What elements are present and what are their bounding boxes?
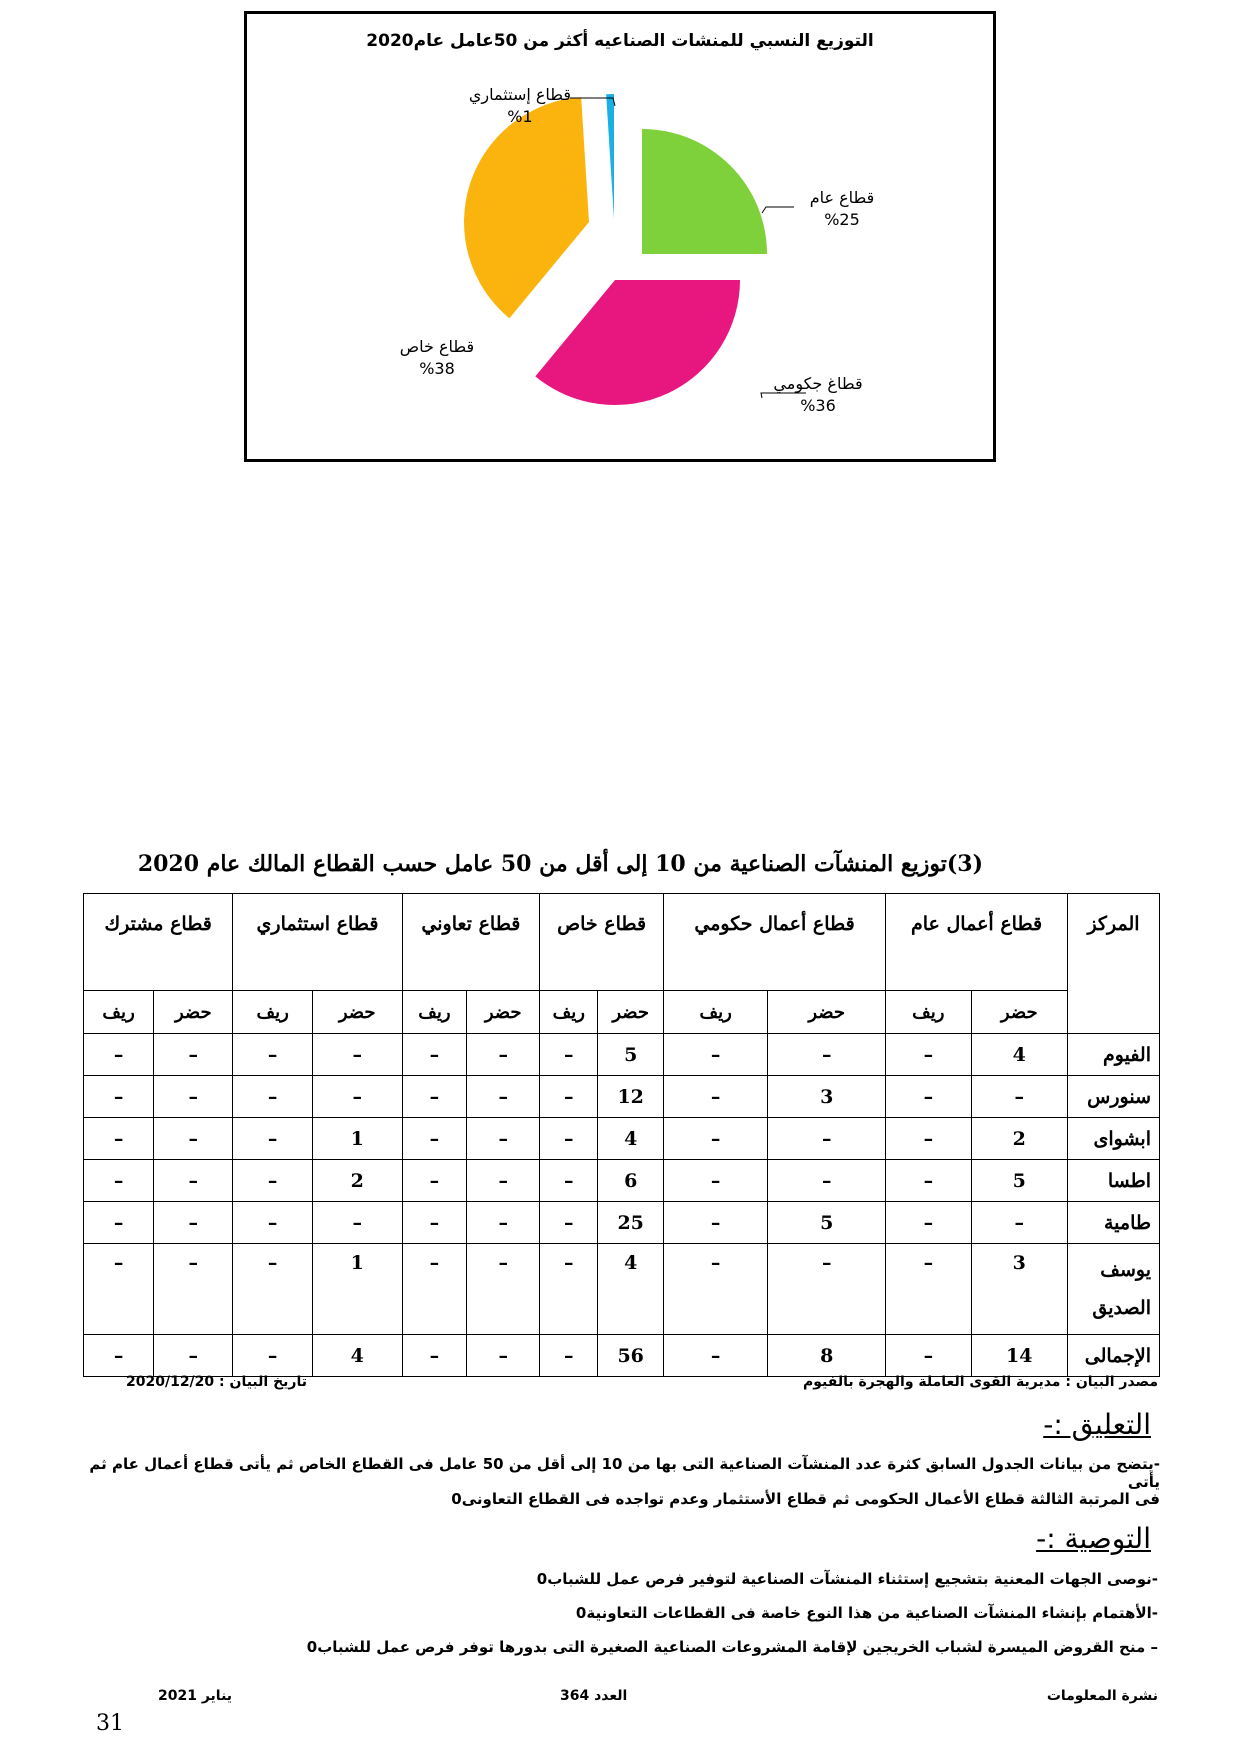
table-cell: –	[84, 1335, 154, 1377]
table-cell: –	[664, 1034, 768, 1076]
table-cell: –	[467, 1244, 540, 1335]
table-cell: –	[664, 1076, 768, 1118]
table-cell: 56	[598, 1335, 664, 1377]
table-cell: –	[467, 1202, 540, 1244]
table-cell: –	[84, 1076, 154, 1118]
table-cell: 8	[768, 1335, 886, 1377]
table-source: مصدر البيان : مديرية القوى العاملة والهجرة بالفيوم	[803, 1374, 1158, 1390]
pie-chart-frame	[244, 11, 996, 462]
table-cell: 4	[971, 1034, 1067, 1076]
recommendation-heading: التوصية :-	[1036, 1522, 1151, 1555]
table-cell: 1	[312, 1244, 402, 1335]
table-cell: –	[467, 1076, 540, 1118]
row-center-name: طامية	[1068, 1202, 1160, 1244]
table-cell: –	[886, 1034, 971, 1076]
table-cell: –	[312, 1076, 402, 1118]
table-cell: –	[886, 1118, 971, 1160]
table-cell: –	[467, 1160, 540, 1202]
pie-slice-investment	[606, 94, 614, 219]
table-cell: –	[467, 1034, 540, 1076]
table-row	[84, 1202, 1160, 1244]
table-cell: –	[402, 1244, 467, 1335]
recommendation-item: -الأهتمام بإنشاء المنشآت الصناعية من هذا النوع خاصة فى القطاعات التعاونية0	[575, 1604, 1158, 1622]
table-cell: –	[886, 1160, 971, 1202]
table-cell: –	[84, 1034, 154, 1076]
header-group: قطاع أعمال حكومي	[664, 894, 886, 991]
header-group: قطاع استثماري	[233, 894, 402, 991]
table-cell: –	[971, 1076, 1067, 1118]
subheader-row	[84, 991, 1160, 1034]
subheader-urban: حضر	[971, 991, 1067, 1034]
table-cell: –	[886, 1076, 971, 1118]
subheader-urban: حضر	[467, 991, 540, 1034]
slice-label-investment: قطاع إستثماري %1	[468, 85, 572, 126]
header-group: قطاع خاص	[540, 894, 664, 991]
table-row	[84, 1076, 1160, 1118]
footer-date: يناير 2021	[158, 1688, 233, 1704]
table-cell: –	[768, 1244, 886, 1335]
table-cell: –	[154, 1335, 233, 1377]
table-cell: 25	[598, 1202, 664, 1244]
recommendation-item: – منح القروض الميسرة لشباب الخريجين لإقامة المشروعات الصناعية الصغيرة التى بدورها توفر فرص عمل للشباب0	[306, 1638, 1158, 1656]
table-cell: 4	[598, 1244, 664, 1335]
table-container	[83, 893, 1160, 1377]
table-cell: 2	[312, 1160, 402, 1202]
pie-slice-public	[642, 129, 767, 254]
table-cell: 5	[971, 1160, 1067, 1202]
table-cell: –	[540, 1076, 598, 1118]
table-row	[84, 1244, 1160, 1335]
table-cell: –	[154, 1202, 233, 1244]
table-cell: 3	[768, 1076, 886, 1118]
table-cell: –	[233, 1335, 312, 1377]
table-cell: –	[540, 1118, 598, 1160]
table-cell: –	[233, 1118, 312, 1160]
table-title: (3)توزيع المنشآت الصناعية من 10 إلى أقل من 50 عامل حسب القطاع المالك عام 2020	[137, 851, 983, 877]
table-cell: –	[84, 1118, 154, 1160]
slice-label-private: قطاع خاص %38	[399, 337, 475, 378]
table-cell: –	[84, 1244, 154, 1335]
table-cell: –	[233, 1034, 312, 1076]
table-cell: 1	[312, 1118, 402, 1160]
pie-slice-government	[535, 280, 740, 405]
table-row	[84, 1034, 1160, 1076]
table-cell: 6	[598, 1160, 664, 1202]
row-center-name: الفيوم	[1068, 1034, 1160, 1076]
table-cell: –	[768, 1118, 886, 1160]
table-row	[84, 1335, 1160, 1377]
table-cell: –	[233, 1160, 312, 1202]
table-cell: –	[402, 1160, 467, 1202]
establishments-table	[83, 893, 1160, 1377]
slice-label-government: قطاغ جكومي %36	[773, 374, 863, 415]
subheader-rural: ريف	[664, 991, 768, 1034]
header-group: قطاع أعمال عام	[886, 894, 1068, 991]
table-cell: 12	[598, 1076, 664, 1118]
header-group: قطاع تعاوني	[402, 894, 540, 991]
table-cell: –	[154, 1034, 233, 1076]
table-cell: 4	[312, 1335, 402, 1377]
table-cell: 5	[768, 1202, 886, 1244]
table-cell: –	[312, 1034, 402, 1076]
table-cell: –	[402, 1335, 467, 1377]
subheader-rural: ريف	[540, 991, 598, 1034]
table-cell: –	[467, 1118, 540, 1160]
subheader-rural: ريف	[402, 991, 467, 1034]
table-cell: –	[402, 1076, 467, 1118]
recommendation-item: -نوصى الجهات المعنية بتشجيع إستثناء المنشآت الصناعية لتوفير فرص عمل للشباب0	[536, 1570, 1158, 1588]
table-cell: –	[154, 1076, 233, 1118]
table-cell: –	[664, 1160, 768, 1202]
table-row	[84, 1160, 1160, 1202]
table-cell: –	[540, 1160, 598, 1202]
table-cell: –	[233, 1202, 312, 1244]
table-cell: –	[312, 1202, 402, 1244]
table-cell: –	[84, 1160, 154, 1202]
pie-slice-private	[464, 97, 589, 318]
table-cell: 4	[598, 1118, 664, 1160]
table-cell: –	[971, 1202, 1067, 1244]
table-cell: –	[154, 1244, 233, 1335]
slice-label-public: قطاع عام %25	[809, 188, 875, 229]
subheader-urban: حضر	[154, 991, 233, 1034]
table-cell: –	[467, 1335, 540, 1377]
table-cell: 5	[598, 1034, 664, 1076]
table-cell: –	[402, 1034, 467, 1076]
subheader-urban: حضر	[598, 991, 664, 1034]
table-cell: –	[664, 1202, 768, 1244]
row-center-name: ابشواى	[1068, 1118, 1160, 1160]
table-cell: –	[768, 1034, 886, 1076]
pie-chart	[247, 14, 993, 459]
subheader-rural: ريف	[233, 991, 312, 1034]
table-cell: –	[664, 1244, 768, 1335]
page-number: 31	[96, 1711, 124, 1736]
subheader-rural: ريف	[886, 991, 971, 1034]
subheader-rural: ريف	[84, 991, 154, 1034]
comment-heading: التعليق :-	[1043, 1408, 1151, 1441]
footer-publication: نشرة المعلومات	[1046, 1688, 1158, 1704]
table-cell: –	[886, 1335, 971, 1377]
comment-line-2: فى المرتبة الثالثة قطاع الأعمال الحكومى ثم قطاع الأستثمار وعدم تواجده فى القطاع التعاونى0	[451, 1490, 1160, 1508]
table-cell: –	[768, 1160, 886, 1202]
table-row	[84, 1118, 1160, 1160]
table-cell: 14	[971, 1335, 1067, 1377]
table-cell: –	[664, 1118, 768, 1160]
table-cell: –	[402, 1202, 467, 1244]
table-cell: –	[664, 1335, 768, 1377]
footer-issue: العدد 364	[560, 1688, 628, 1704]
row-center-name: الإجمالى	[1068, 1335, 1160, 1377]
table-cell: –	[154, 1160, 233, 1202]
table-cell: –	[886, 1244, 971, 1335]
row-center-name: سنورس	[1068, 1076, 1160, 1118]
subheader-urban: حضر	[312, 991, 402, 1034]
table-cell: –	[540, 1202, 598, 1244]
table-cell: –	[540, 1244, 598, 1335]
comment-line-1: -يتضح من بيانات الجدول السابق كثرة عدد المنشآت الصناعية التى بها من 10 إلى أقل من 50 عامل فى القطاع الخاص ثم يأتى قطاع أعمال عام ثم يأتى	[89, 1455, 1160, 1491]
table-date: تاريخ البيان : 2020/12/20	[126, 1374, 307, 1390]
subheader-urban: حضر	[768, 991, 886, 1034]
table-cell: 2	[971, 1118, 1067, 1160]
table-cell: –	[540, 1335, 598, 1377]
table-cell: –	[84, 1202, 154, 1244]
table-cell: –	[402, 1118, 467, 1160]
table-cell: 3	[971, 1244, 1067, 1335]
row-center-name: يوسف الصديق	[1068, 1244, 1160, 1335]
header-center: المركز	[1068, 894, 1160, 1034]
row-center-name: اطسا	[1068, 1160, 1160, 1202]
table-cell: –	[233, 1076, 312, 1118]
header-group: قطاع مشترك	[84, 894, 233, 991]
table-cell: –	[886, 1202, 971, 1244]
table-cell: –	[154, 1118, 233, 1160]
table-cell: –	[233, 1244, 312, 1335]
chart-title: التوزيع النسبي للمنشات الصناعيه أكثر من 50عامل عام2020	[366, 31, 874, 51]
table-cell: –	[540, 1034, 598, 1076]
